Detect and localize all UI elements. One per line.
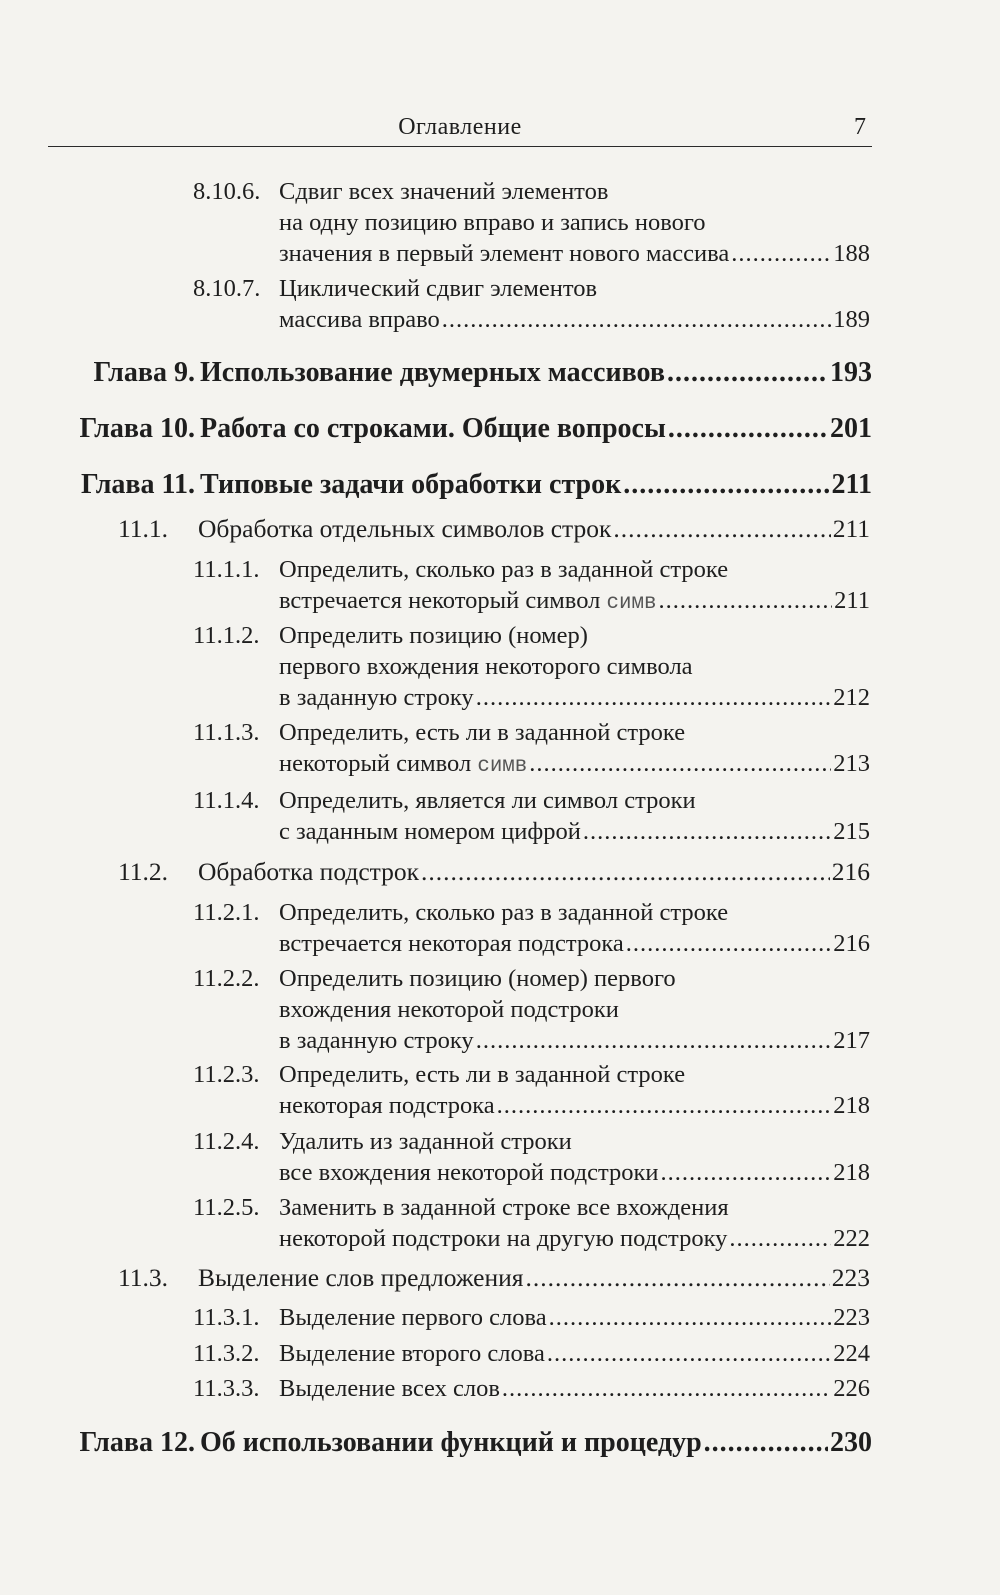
chapter-page: 201: [830, 413, 872, 444]
entry-page: 218: [833, 1092, 870, 1119]
code-token: симв: [606, 592, 657, 615]
toc-chapter: [50, 1426, 872, 1460]
leader-dots: [626, 928, 831, 959]
toc-entry: [193, 897, 870, 959]
section-page: 216: [831, 857, 870, 886]
section-title: Выделение слов предложения: [198, 1263, 524, 1292]
entry-title-line: массива вправо: [279, 306, 440, 333]
chapter-page: 230: [830, 1427, 872, 1458]
entry-title-line: Выделение второго слова: [279, 1340, 545, 1367]
entry-title-line: Определить, сколько раз в заданной строке: [279, 556, 729, 583]
entry-number: 11.3.1.: [193, 1304, 260, 1331]
entry-title-line: Выделение первого слова: [279, 1304, 547, 1331]
leader-dots: [668, 412, 828, 446]
section-number: 11.2.: [118, 857, 169, 886]
chapter-number: Глава 10.: [79, 413, 195, 444]
toc-section: [118, 1262, 870, 1293]
entry-number: 11.2.1.: [193, 899, 260, 926]
entry-page: 188: [833, 240, 870, 267]
entry-title-line: с заданным номером цифрой: [279, 818, 581, 845]
entry-number: 11.2.2.: [193, 965, 260, 992]
entry-title-line: значения в первый элемент нового массива: [279, 240, 730, 267]
entry-page: 211: [834, 587, 870, 614]
entry-page: 222: [833, 1225, 870, 1252]
entry-number: 11.3.2.: [193, 1340, 260, 1367]
entry-number: 11.1.3.: [193, 719, 260, 746]
entry-title-line: Определить позицию (номер): [279, 622, 588, 649]
entry-number: 8.10.7.: [193, 275, 261, 302]
entry-number: 11.1.4.: [193, 787, 260, 814]
section-title: Обработка отдельных символов строк: [198, 514, 612, 543]
entry-title-line: Определить, является ли символ строки: [279, 787, 696, 814]
leader-dots: [547, 1338, 831, 1369]
entry-number: 8.10.6.: [193, 178, 261, 205]
entry-number: 11.1.2.: [193, 622, 260, 649]
toc-chapter: [50, 356, 872, 390]
entry-page: 215: [833, 818, 870, 845]
chapter-page: 211: [831, 469, 872, 500]
entry-number: 11.3.3.: [193, 1375, 260, 1402]
entry-title-line: Заменить в заданной строке все вхождения: [279, 1194, 729, 1221]
toc-entry: [193, 1126, 870, 1188]
toc-entry: [193, 273, 870, 335]
toc-entry: [193, 717, 870, 782]
leader-dots: [613, 513, 830, 544]
entry-title-line: некоторой подстроки на другую подстроку: [279, 1225, 728, 1252]
leader-dots: [583, 816, 831, 847]
chapter-number: Глава 9.: [93, 357, 195, 388]
chapter-title: Об использовании функций и процедур: [200, 1427, 702, 1458]
leader-dots: [529, 748, 831, 779]
entry-title-line: Определить, есть ли в заданной строке: [279, 1061, 686, 1088]
toc-entry: [193, 1338, 870, 1369]
leader-dots: [731, 238, 831, 269]
toc-section: [118, 856, 870, 887]
section-page: 223: [831, 1263, 870, 1292]
leader-dots: [623, 468, 829, 502]
leader-dots: [476, 682, 832, 713]
leader-dots: [476, 1025, 832, 1056]
entry-title-line: некоторая подстрока: [279, 1092, 495, 1119]
entry-title-line: все вхождения некоторой подстроки: [279, 1159, 659, 1186]
entry-number: 11.2.3.: [193, 1061, 260, 1088]
entry-title-line: Выделение всех слов: [279, 1375, 500, 1402]
leader-dots: [421, 856, 830, 887]
toc-entry: [193, 1059, 870, 1121]
entry-title-line: встречается некоторая подстрока: [279, 930, 624, 957]
entry-title-line: Циклический сдвиг элементов: [279, 275, 598, 302]
chapter-title: Работа со строками. Общие вопросы: [200, 413, 666, 444]
entry-page: 217: [833, 1027, 870, 1054]
toc-entry: [193, 176, 870, 269]
leader-dots: [502, 1373, 831, 1404]
leader-dots: [729, 1223, 831, 1254]
entry-title-line: вхождения некоторой подстроки: [279, 996, 619, 1023]
entry-page: 226: [833, 1375, 870, 1402]
entry-title-line: некоторый символ: [279, 750, 472, 777]
entry-page: 189: [833, 306, 870, 333]
chapter-number: Глава 12.: [79, 1427, 195, 1458]
header-title: Оглавление: [398, 114, 522, 140]
leader-dots: [526, 1262, 830, 1293]
toc-entry: [193, 785, 870, 847]
leader-dots: [497, 1090, 832, 1121]
chapter-title: Типовые задачи обработки строк: [200, 469, 622, 500]
entry-title-line: Определить позицию (номер) первого: [279, 965, 676, 992]
toc-chapter: [50, 412, 872, 446]
toc-entry: [193, 1373, 870, 1404]
entry-page: 216: [833, 930, 870, 957]
section-number: 11.1.: [118, 514, 169, 543]
entry-title-line: на одну позицию вправо и запись нового: [279, 209, 706, 236]
entry-title-line: в заданную строку: [279, 684, 474, 711]
section-page: 211: [832, 514, 870, 543]
entry-page: 223: [833, 1304, 870, 1331]
running-header: [48, 112, 872, 147]
leader-dots: [704, 1426, 828, 1460]
section-title: Обработка подстрок: [198, 857, 419, 886]
entry-number: 11.2.4.: [193, 1128, 260, 1155]
chapter-title: Использование двумерных массивов: [200, 357, 665, 388]
entry-title-line: Сдвиг всех значений элементов: [279, 178, 609, 205]
toc-entry: [193, 620, 870, 713]
entry-title-line: Определить, есть ли в заданной строке: [279, 719, 686, 746]
entry-number: 11.1.1.: [193, 556, 260, 583]
entry-title-line: Удалить из заданной строки: [279, 1128, 572, 1155]
leader-dots: [667, 356, 828, 390]
leader-dots: [658, 585, 832, 616]
leader-dots: [549, 1302, 832, 1333]
entry-number: 11.2.5.: [193, 1194, 260, 1221]
entry-title-line: встречается некоторый символ: [279, 587, 601, 614]
toc-entry: [193, 554, 870, 619]
toc-entry: [193, 1302, 870, 1333]
toc-entry: [193, 963, 870, 1056]
leader-dots: [660, 1157, 831, 1188]
toc-section: [118, 513, 870, 544]
chapter-number: Глава 11.: [81, 469, 195, 500]
toc-entry: [193, 1192, 870, 1254]
entry-title-line: в заданную строку: [279, 1027, 474, 1054]
toc-chapter: [50, 468, 872, 502]
header-page-number: 7: [854, 114, 866, 140]
chapter-page: 193: [830, 357, 872, 388]
entry-page: 213: [833, 750, 870, 777]
section-number: 11.3.: [118, 1263, 169, 1292]
entry-title-line: Определить, сколько раз в заданной строке: [279, 899, 729, 926]
code-token: симв: [477, 755, 528, 778]
leader-dots: [442, 304, 831, 335]
entry-page: 218: [833, 1159, 870, 1186]
entry-page: 212: [833, 684, 870, 711]
entry-title-line: первого вхождения некоторого символа: [279, 653, 693, 680]
entry-page: 224: [833, 1340, 870, 1367]
